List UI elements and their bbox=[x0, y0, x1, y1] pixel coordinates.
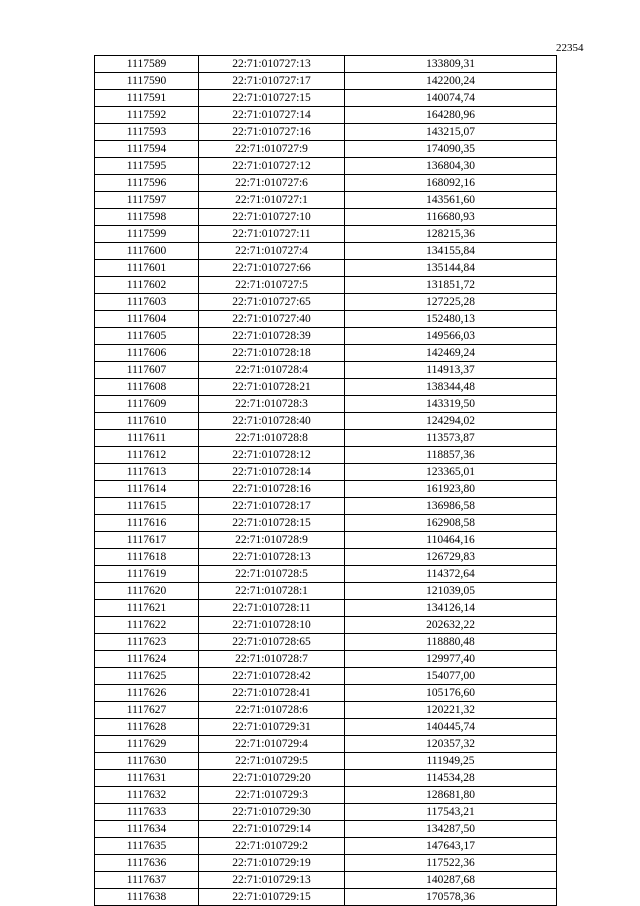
table-row bbox=[95, 804, 557, 821]
table-row bbox=[95, 889, 557, 906]
cadastral-value-cell: 168092,16 bbox=[345, 175, 557, 192]
record-number-cell: 1117596 bbox=[95, 175, 199, 192]
cadastral-number-cell: 22:71:010727:10 bbox=[199, 209, 345, 226]
record-number-cell: 1117621 bbox=[95, 600, 199, 617]
cadastral-number-cell: 22:71:010728:21 bbox=[199, 379, 345, 396]
cadastral-number-cell: 22:71:010728:15 bbox=[199, 515, 345, 532]
record-number-cell: 1117632 bbox=[95, 787, 199, 804]
cadastral-number-cell: 22:71:010727:16 bbox=[199, 124, 345, 141]
table-row bbox=[95, 532, 557, 549]
record-number-cell: 1117607 bbox=[95, 362, 199, 379]
record-number-cell: 1117598 bbox=[95, 209, 199, 226]
cadastral-number-cell: 22:71:010729:30 bbox=[199, 804, 345, 821]
cadastral-value-cell: 127225,28 bbox=[345, 294, 557, 311]
registry-table bbox=[94, 55, 557, 906]
cadastral-number-cell: 22:71:010728:18 bbox=[199, 345, 345, 362]
cadastral-value-cell: 202632,22 bbox=[345, 617, 557, 634]
record-number-cell: 1117589 bbox=[95, 56, 199, 73]
record-number-cell: 1117606 bbox=[95, 345, 199, 362]
record-number-cell: 1117605 bbox=[95, 328, 199, 345]
cadastral-value-cell: 124294,02 bbox=[345, 413, 557, 430]
cadastral-number-cell: 22:71:010728:4 bbox=[199, 362, 345, 379]
record-number-cell: 1117631 bbox=[95, 770, 199, 787]
cadastral-number-cell: 22:71:010728:10 bbox=[199, 617, 345, 634]
cadastral-value-cell: 128215,36 bbox=[345, 226, 557, 243]
record-number-cell: 1117636 bbox=[95, 855, 199, 872]
cadastral-value-cell: 116680,93 bbox=[345, 209, 557, 226]
cadastral-value-cell: 117522,36 bbox=[345, 855, 557, 872]
cadastral-value-cell: 136986,58 bbox=[345, 498, 557, 515]
cadastral-number-cell: 22:71:010727:4 bbox=[199, 243, 345, 260]
cadastral-value-cell: 152480,13 bbox=[345, 311, 557, 328]
cadastral-value-cell: 170578,36 bbox=[345, 889, 557, 906]
table-row bbox=[95, 345, 557, 362]
record-number-cell: 1117601 bbox=[95, 260, 199, 277]
table-row bbox=[95, 90, 557, 107]
cadastral-number-cell: 22:71:010728:8 bbox=[199, 430, 345, 447]
table-row bbox=[95, 362, 557, 379]
table-row bbox=[95, 651, 557, 668]
cadastral-number-cell: 22:71:010728:6 bbox=[199, 702, 345, 719]
cadastral-value-cell: 142200,24 bbox=[345, 73, 557, 90]
cadastral-value-cell: 110464,16 bbox=[345, 532, 557, 549]
table-row bbox=[95, 821, 557, 838]
cadastral-number-cell: 22:71:010728:42 bbox=[199, 668, 345, 685]
cadastral-value-cell: 128681,80 bbox=[345, 787, 557, 804]
cadastral-number-cell: 22:71:010727:40 bbox=[199, 311, 345, 328]
table-row bbox=[95, 447, 557, 464]
table-row bbox=[95, 107, 557, 124]
cadastral-value-cell: 135144,84 bbox=[345, 260, 557, 277]
cadastral-number-cell: 22:71:010728:39 bbox=[199, 328, 345, 345]
record-number-cell: 1117612 bbox=[95, 447, 199, 464]
cadastral-number-cell: 22:71:010727:12 bbox=[199, 158, 345, 175]
cadastral-number-cell: 22:71:010728:12 bbox=[199, 447, 345, 464]
table-row bbox=[95, 124, 557, 141]
record-number-cell: 1117630 bbox=[95, 753, 199, 770]
cadastral-number-cell: 22:71:010727:65 bbox=[199, 294, 345, 311]
table-row bbox=[95, 583, 557, 600]
table-row bbox=[95, 600, 557, 617]
table-row bbox=[95, 566, 557, 583]
cadastral-number-cell: 22:71:010727:66 bbox=[199, 260, 345, 277]
cadastral-value-cell: 164280,96 bbox=[345, 107, 557, 124]
cadastral-number-cell: 22:71:010729:14 bbox=[199, 821, 345, 838]
cadastral-value-cell: 143561,60 bbox=[345, 192, 557, 209]
cadastral-number-cell: 22:71:010727:11 bbox=[199, 226, 345, 243]
record-number-cell: 1117595 bbox=[95, 158, 199, 175]
registry-table-body bbox=[95, 56, 557, 906]
table-row bbox=[95, 736, 557, 753]
cadastral-value-cell: 143319,50 bbox=[345, 396, 557, 413]
table-row bbox=[95, 685, 557, 702]
cadastral-number-cell: 22:71:010728:40 bbox=[199, 413, 345, 430]
table-row bbox=[95, 702, 557, 719]
cadastral-value-cell: 174090,35 bbox=[345, 141, 557, 158]
cadastral-value-cell: 134155,84 bbox=[345, 243, 557, 260]
table-row bbox=[95, 396, 557, 413]
table-row bbox=[95, 855, 557, 872]
cadastral-value-cell: 123365,01 bbox=[345, 464, 557, 481]
table-row bbox=[95, 73, 557, 90]
record-number-cell: 1117625 bbox=[95, 668, 199, 685]
cadastral-number-cell: 22:71:010729:2 bbox=[199, 838, 345, 855]
cadastral-number-cell: 22:71:010729:15 bbox=[199, 889, 345, 906]
record-number-cell: 1117628 bbox=[95, 719, 199, 736]
cadastral-value-cell: 126729,83 bbox=[345, 549, 557, 566]
record-number-cell: 1117624 bbox=[95, 651, 199, 668]
record-number-cell: 1117617 bbox=[95, 532, 199, 549]
cadastral-number-cell: 22:71:010727:14 bbox=[199, 107, 345, 124]
table-row bbox=[95, 719, 557, 736]
cadastral-value-cell: 136804,30 bbox=[345, 158, 557, 175]
record-number-cell: 1117614 bbox=[95, 481, 199, 498]
record-number-cell: 1117619 bbox=[95, 566, 199, 583]
cadastral-number-cell: 22:71:010729:31 bbox=[199, 719, 345, 736]
cadastral-value-cell: 149566,03 bbox=[345, 328, 557, 345]
table-row bbox=[95, 481, 557, 498]
cadastral-value-cell: 140287,68 bbox=[345, 872, 557, 889]
cadastral-value-cell: 143215,07 bbox=[345, 124, 557, 141]
record-number-cell: 1117637 bbox=[95, 872, 199, 889]
cadastral-value-cell: 134126,14 bbox=[345, 600, 557, 617]
cadastral-value-cell: 161923,80 bbox=[345, 481, 557, 498]
record-number-cell: 1117599 bbox=[95, 226, 199, 243]
table-row bbox=[95, 770, 557, 787]
table-row bbox=[95, 141, 557, 158]
page-number: 22354 bbox=[556, 42, 584, 54]
table-row bbox=[95, 379, 557, 396]
table-row bbox=[95, 787, 557, 804]
cadastral-number-cell: 22:71:010728:1 bbox=[199, 583, 345, 600]
record-number-cell: 1117590 bbox=[95, 73, 199, 90]
cadastral-number-cell: 22:71:010727:15 bbox=[199, 90, 345, 107]
cadastral-number-cell: 22:71:010727:5 bbox=[199, 277, 345, 294]
cadastral-value-cell: 120221,32 bbox=[345, 702, 557, 719]
record-number-cell: 1117623 bbox=[95, 634, 199, 651]
cadastral-value-cell: 162908,58 bbox=[345, 515, 557, 532]
record-number-cell: 1117602 bbox=[95, 277, 199, 294]
cadastral-value-cell: 114913,37 bbox=[345, 362, 557, 379]
table-row bbox=[95, 209, 557, 226]
cadastral-number-cell: 22:71:010728:5 bbox=[199, 566, 345, 583]
record-number-cell: 1117597 bbox=[95, 192, 199, 209]
table-row bbox=[95, 260, 557, 277]
table-row bbox=[95, 515, 557, 532]
record-number-cell: 1117604 bbox=[95, 311, 199, 328]
record-number-cell: 1117603 bbox=[95, 294, 199, 311]
cadastral-number-cell: 22:71:010728:3 bbox=[199, 396, 345, 413]
record-number-cell: 1117627 bbox=[95, 702, 199, 719]
record-number-cell: 1117591 bbox=[95, 90, 199, 107]
table-row bbox=[95, 549, 557, 566]
table-row bbox=[95, 430, 557, 447]
cadastral-number-cell: 22:71:010727:9 bbox=[199, 141, 345, 158]
cadastral-number-cell: 22:71:010729:19 bbox=[199, 855, 345, 872]
cadastral-value-cell: 113573,87 bbox=[345, 430, 557, 447]
record-number-cell: 1117616 bbox=[95, 515, 199, 532]
cadastral-value-cell: 120357,32 bbox=[345, 736, 557, 753]
cadastral-value-cell: 142469,24 bbox=[345, 345, 557, 362]
cadastral-number-cell: 22:71:010729:20 bbox=[199, 770, 345, 787]
table-row bbox=[95, 226, 557, 243]
cadastral-number-cell: 22:71:010728:14 bbox=[199, 464, 345, 481]
record-number-cell: 1117613 bbox=[95, 464, 199, 481]
cadastral-number-cell: 22:71:010729:13 bbox=[199, 872, 345, 889]
cadastral-value-cell: 114372,64 bbox=[345, 566, 557, 583]
table-row bbox=[95, 277, 557, 294]
cadastral-value-cell: 133809,31 bbox=[345, 56, 557, 73]
record-number-cell: 1117633 bbox=[95, 804, 199, 821]
table-row bbox=[95, 668, 557, 685]
table-row bbox=[95, 634, 557, 651]
cadastral-number-cell: 22:71:010729:4 bbox=[199, 736, 345, 753]
record-number-cell: 1117594 bbox=[95, 141, 199, 158]
cadastral-value-cell: 105176,60 bbox=[345, 685, 557, 702]
table-row bbox=[95, 872, 557, 889]
cadastral-number-cell: 22:71:010727:6 bbox=[199, 175, 345, 192]
cadastral-value-cell: 114534,28 bbox=[345, 770, 557, 787]
cadastral-number-cell: 22:71:010728:9 bbox=[199, 532, 345, 549]
record-number-cell: 1117629 bbox=[95, 736, 199, 753]
record-number-cell: 1117638 bbox=[95, 889, 199, 906]
cadastral-number-cell: 22:71:010727:1 bbox=[199, 192, 345, 209]
record-number-cell: 1117634 bbox=[95, 821, 199, 838]
table-row bbox=[95, 838, 557, 855]
record-number-cell: 1117611 bbox=[95, 430, 199, 447]
record-number-cell: 1117593 bbox=[95, 124, 199, 141]
cadastral-value-cell: 117543,21 bbox=[345, 804, 557, 821]
record-number-cell: 1117609 bbox=[95, 396, 199, 413]
table-row bbox=[95, 175, 557, 192]
record-number-cell: 1117608 bbox=[95, 379, 199, 396]
cadastral-number-cell: 22:71:010728:11 bbox=[199, 600, 345, 617]
table-row bbox=[95, 192, 557, 209]
cadastral-number-cell: 22:71:010729:5 bbox=[199, 753, 345, 770]
cadastral-value-cell: 131851,72 bbox=[345, 277, 557, 294]
record-number-cell: 1117615 bbox=[95, 498, 199, 515]
cadastral-number-cell: 22:71:010728:13 bbox=[199, 549, 345, 566]
cadastral-number-cell: 22:71:010728:16 bbox=[199, 481, 345, 498]
table-row bbox=[95, 617, 557, 634]
cadastral-value-cell: 147643,17 bbox=[345, 838, 557, 855]
cadastral-number-cell: 22:71:010727:13 bbox=[199, 56, 345, 73]
table-row bbox=[95, 464, 557, 481]
cadastral-number-cell: 22:71:010728:7 bbox=[199, 651, 345, 668]
cadastral-value-cell: 118880,48 bbox=[345, 634, 557, 651]
table-row bbox=[95, 294, 557, 311]
cadastral-number-cell: 22:71:010728:41 bbox=[199, 685, 345, 702]
record-number-cell: 1117618 bbox=[95, 549, 199, 566]
cadastral-value-cell: 121039,05 bbox=[345, 583, 557, 600]
record-number-cell: 1117592 bbox=[95, 107, 199, 124]
cadastral-value-cell: 134287,50 bbox=[345, 821, 557, 838]
table-row bbox=[95, 328, 557, 345]
table-row bbox=[95, 311, 557, 328]
record-number-cell: 1117620 bbox=[95, 583, 199, 600]
record-number-cell: 1117622 bbox=[95, 617, 199, 634]
record-number-cell: 1117600 bbox=[95, 243, 199, 260]
table-row bbox=[95, 753, 557, 770]
table-row bbox=[95, 498, 557, 515]
table-row bbox=[95, 158, 557, 175]
cadastral-value-cell: 129977,40 bbox=[345, 651, 557, 668]
record-number-cell: 1117635 bbox=[95, 838, 199, 855]
cadastral-value-cell: 111949,25 bbox=[345, 753, 557, 770]
cadastral-value-cell: 138344,48 bbox=[345, 379, 557, 396]
cadastral-number-cell: 22:71:010727:17 bbox=[199, 73, 345, 90]
cadastral-number-cell: 22:71:010729:3 bbox=[199, 787, 345, 804]
record-number-cell: 1117626 bbox=[95, 685, 199, 702]
cadastral-value-cell: 140074,74 bbox=[345, 90, 557, 107]
cadastral-value-cell: 118857,36 bbox=[345, 447, 557, 464]
cadastral-number-cell: 22:71:010728:17 bbox=[199, 498, 345, 515]
cadastral-number-cell: 22:71:010728:65 bbox=[199, 634, 345, 651]
table-row bbox=[95, 413, 557, 430]
table-row bbox=[95, 243, 557, 260]
table-row bbox=[95, 56, 557, 73]
cadastral-value-cell: 140445,74 bbox=[345, 719, 557, 736]
cadastral-value-cell: 154077,00 bbox=[345, 668, 557, 685]
record-number-cell: 1117610 bbox=[95, 413, 199, 430]
